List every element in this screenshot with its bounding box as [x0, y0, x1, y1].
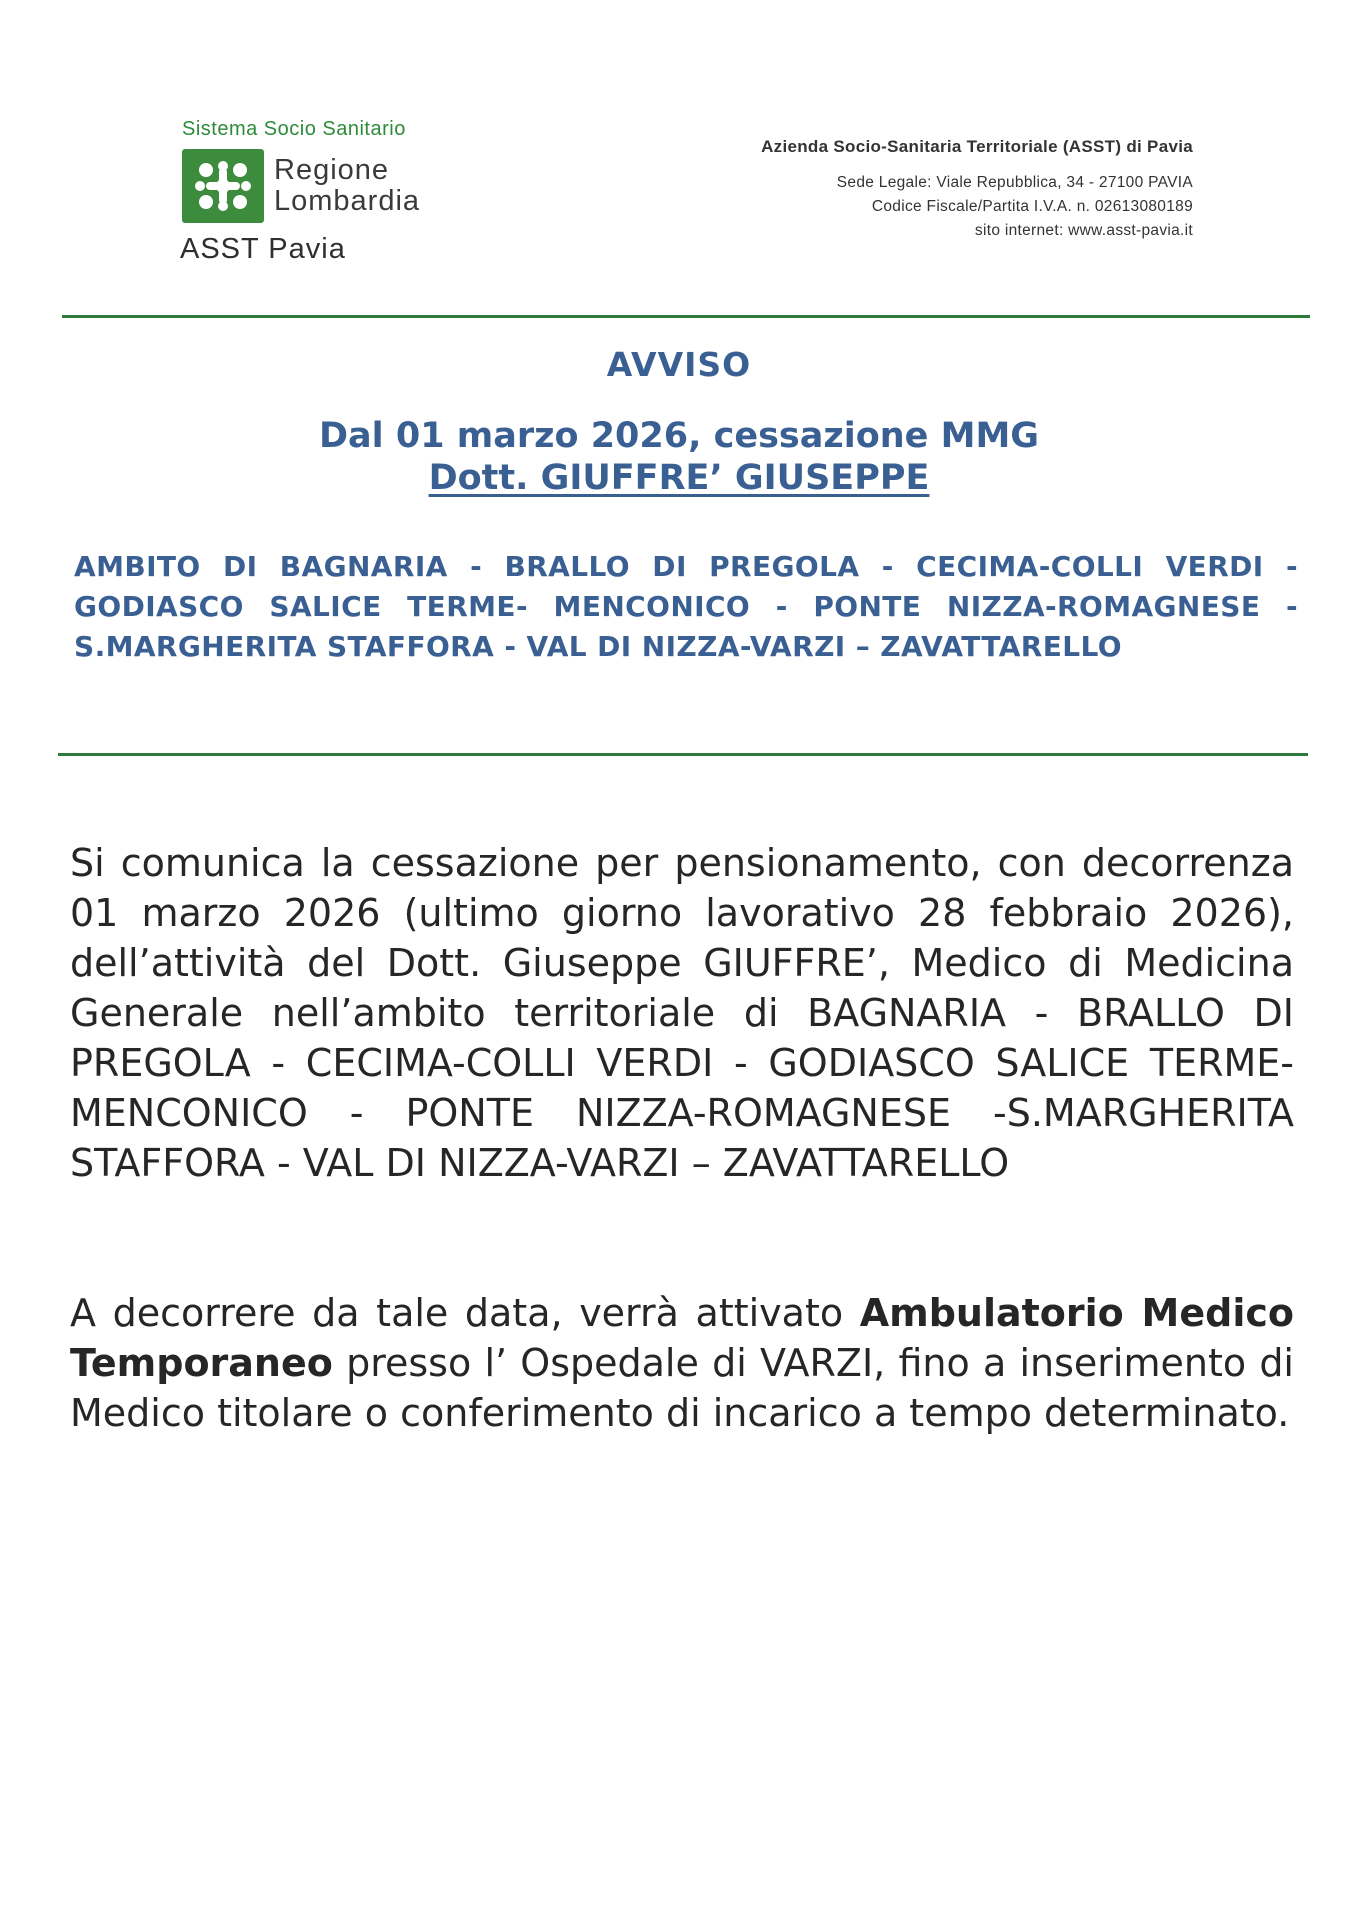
- body-paragraph-1: Si comunica la cessazione per pensionamento, con decorrenza 01 marzo 2026 (ultimo giorno lavorativo 28 febbraio 2026), dell’attività del Dott. Giuseppe GIUFFRE’, Medico di Medicina Generale nell’ambito territoriale di BAGNARIA - BRALLO DI PREGOLA - CECIMA-COLLI VERDI - GODIASCO SALICE TERME- MENCONICO - PONTE NIZZA-ROMAGNESE -S.MARGHERITA STAFFORA - VAL DI NIZZA-VARZI – ZAVATTARELLO: [70, 841, 1294, 1185]
- notice-date-line: Dal 01 marzo 2026, cessazione MMG: [319, 416, 1039, 456]
- body-paragraph-2: [70, 1288, 1294, 1438]
- organization-address: Sede Legale: Viale Repubblica, 34 - 27100 PAVIA: [836, 174, 1193, 191]
- organization-info: [761, 137, 1193, 243]
- logo-region-text: [274, 155, 420, 217]
- organization-name: Azienda Socio-Sanitaria Territoriale (ASST) di Pavia: [761, 137, 1193, 156]
- notice-title-block: [0, 345, 1358, 498]
- notice-ambito: AMBITO DI BAGNARIA - BRALLO DI PREGOLA - CECIMA-COLLI VERDI - GODIASCO SALICE TERME- MENCONICO - PONTE NIZZA-ROMAGNESE -S.MARGHERITA STAFFORA - VAL DI NIZZA-VARZI – ZAVATTARELLO: [74, 550, 1298, 663]
- section-divider: [58, 753, 1308, 756]
- notice-doctor-line: Dott. GIUFFRE’ GIUSEPPE: [428, 458, 930, 498]
- paragraph-2-rest: presso l’ Ospedale di VARZI, fino a inserimento di Medico titolare o conferimento di incarico a tempo determinato.: [70, 1341, 1294, 1435]
- logo-region-line1: Regione: [274, 154, 390, 186]
- header-divider: [62, 315, 1310, 318]
- logo-region-line2: Lombardia: [274, 185, 421, 217]
- regione-lombardia-logo: [180, 118, 480, 266]
- paragraph-2-intro: A decorrere da tale data, verrà attivato: [70, 1291, 860, 1335]
- organization-tax-code: Codice Fiscale/Partita I.V.A. n. 02613080189: [871, 198, 1193, 215]
- organization-website: sito internet: www.asst-pavia.it: [974, 222, 1193, 239]
- paragraph-2-bold: Ambulatorio Medico Temporaneo: [70, 1291, 1294, 1385]
- notice-heading: AVVISO: [606, 345, 752, 384]
- logo-row: [182, 149, 480, 223]
- rosa-camuna-icon: [182, 149, 264, 223]
- logo-unit-label: ASST Pavia: [180, 233, 346, 265]
- logo-system-label: Sistema Socio Sanitario: [182, 118, 406, 140]
